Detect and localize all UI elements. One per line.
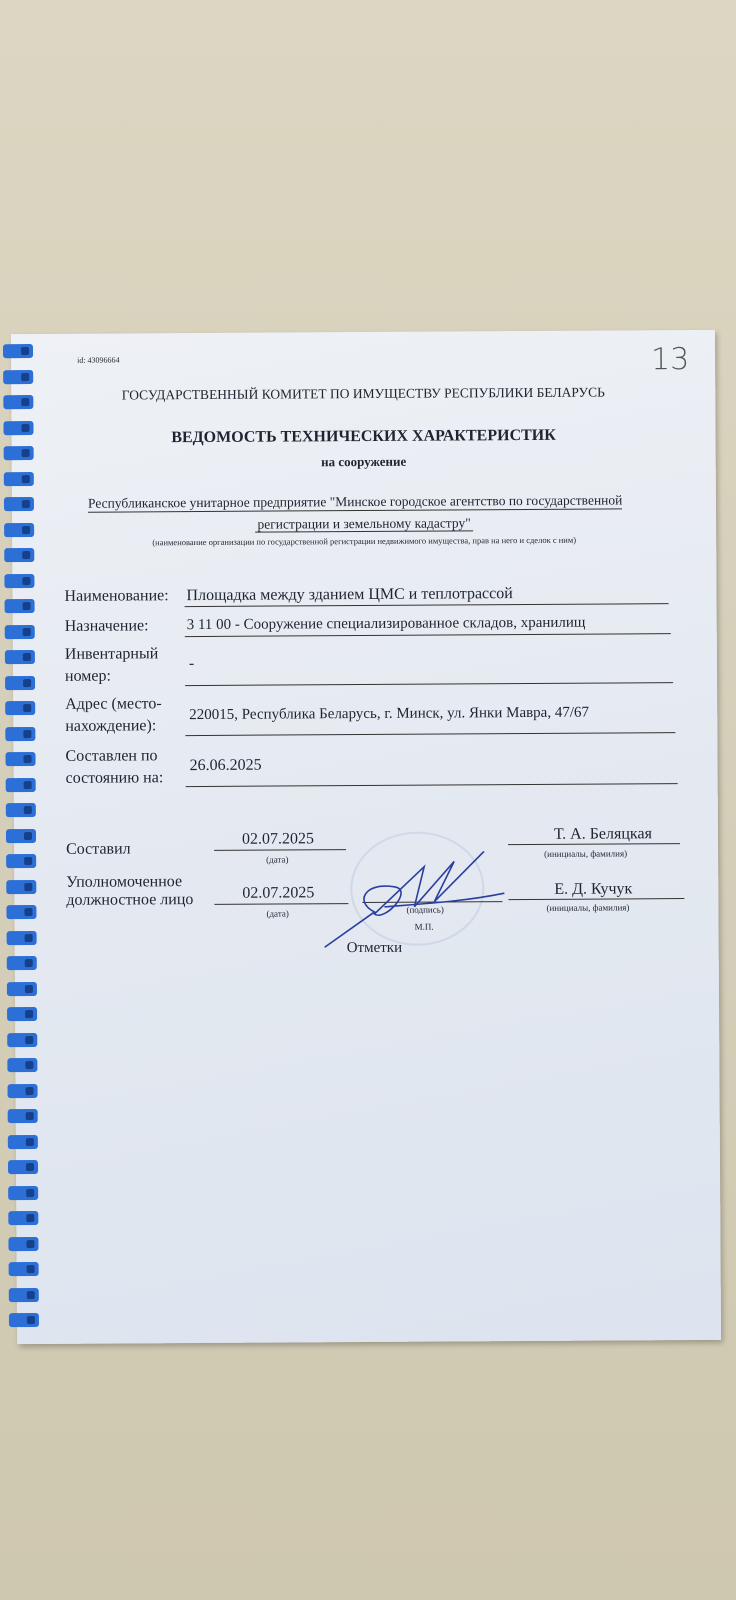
official-label-l1: Уполномоченное (66, 873, 183, 891)
name-caption: (инициалы, фамилия) (544, 848, 628, 859)
binding-ring (7, 1058, 37, 1072)
binding-ring (5, 676, 35, 690)
field-label-address-l1: Адрес (место- (65, 695, 162, 713)
binding-ring (4, 574, 34, 588)
field-value-purpose: 3 11 00 - Сооружение специализированное складов, хранилищ (186, 614, 586, 634)
compiled-date: 02.07.2025 (241, 830, 315, 848)
binding-ring (6, 854, 36, 868)
field-underline (186, 783, 678, 787)
binding-ring (3, 344, 33, 358)
binding-ring (8, 1186, 38, 1200)
field-value-address: 220015, Республика Беларусь, г. Минск, ул. Янки Мавра, 47/67 (189, 704, 590, 724)
official-date: 02.07.2025 (242, 884, 315, 902)
field-value-inventory: - (188, 655, 195, 673)
binding-ring (6, 905, 36, 919)
compiled-label: Составил (66, 840, 131, 858)
binding-ring (8, 1135, 38, 1149)
binding-ring (7, 1007, 37, 1021)
binding-ring (7, 1033, 37, 1047)
binding-ring (5, 701, 35, 715)
field-underline (185, 633, 671, 637)
field-label-date-l1: Составлен по (65, 747, 158, 765)
binding-ring (7, 956, 37, 970)
field-underline (185, 682, 673, 686)
document-page (11, 330, 721, 1344)
name-underline (508, 843, 680, 845)
binding-ring (8, 1084, 38, 1098)
page-title: ВЕДОМОСТЬ ТЕХНИЧЕСКИХ ХАРАКТЕРИСТИК (171, 426, 556, 447)
binding-ring (3, 370, 33, 384)
field-label-inventory-l2: номер: (64, 667, 112, 685)
field-label-name: Наименование: (64, 587, 169, 605)
binding-ring (8, 1109, 38, 1123)
spiral-binding (11, 330, 715, 334)
name-underline (508, 898, 684, 900)
binding-ring (5, 752, 35, 766)
org-caption: (наименование организации по государственной регистрации недвижимого имущества, прав на него и сделок с ним) (152, 534, 577, 548)
field-value-name: Площадка между зданием ЦМС и теплотрассой (186, 585, 513, 605)
date-caption: (дата) (266, 908, 289, 919)
binding-ring (5, 599, 35, 613)
binding-ring (5, 727, 35, 741)
binding-ring (6, 880, 36, 894)
binding-ring (4, 472, 34, 486)
org-name-line2 (12, 514, 716, 534)
binding-ring (9, 1262, 39, 1276)
binding-ring (4, 548, 34, 562)
handwritten-signature (314, 851, 515, 952)
date-caption: (дата) (266, 854, 289, 865)
official-name: Е. Д. Кучук (554, 880, 633, 898)
binding-ring (9, 1288, 39, 1302)
binding-ring (6, 803, 36, 817)
binding-ring (8, 1211, 38, 1225)
binding-ring (5, 650, 35, 664)
field-label-inventory-l1: Инвентарный (64, 645, 159, 663)
official-label-l2: должностное лицо (66, 891, 194, 909)
seal-caption: М.П. (414, 921, 434, 932)
binding-ring (8, 1237, 38, 1251)
field-label-purpose: Назначение: (64, 617, 149, 635)
field-label-date-l2: состоянию на: (65, 769, 164, 787)
page-subtitle: на сооружение (321, 453, 407, 470)
binding-ring (6, 829, 36, 843)
org-name-line1: Республиканское унитарное предприятие "Минское городское агентство по государственной (87, 492, 623, 511)
signature-caption: (подпись) (406, 904, 444, 915)
org-name-line2-text: регистрации и земельному кадастру" (255, 515, 472, 532)
name-caption: (инициалы, фамилия) (546, 902, 630, 913)
binding-ring (7, 931, 37, 945)
field-underline (185, 732, 675, 736)
binding-ring (8, 1160, 38, 1174)
committee-heading: ГОСУДАРСТВЕННЫЙ КОМИТЕТ ПО ИМУЩЕСТВУ РЕСПУБЛИКИ БЕЛАРУСЬ (121, 384, 605, 403)
field-label-address-l2: нахождение): (65, 717, 157, 735)
binding-ring (5, 625, 35, 639)
field-value-date: 26.06.2025 (189, 756, 262, 775)
handwritten-page-number: 13 (650, 342, 690, 378)
document-id: id: 43096664 (77, 355, 120, 365)
binding-ring (9, 1313, 39, 1327)
notes-heading: Отметки (346, 939, 403, 957)
binding-ring (6, 778, 36, 792)
binding-ring (4, 497, 34, 511)
compiled-name: Т. А. Беляцкая (553, 825, 652, 843)
date-underline (214, 849, 346, 851)
binding-ring (7, 982, 37, 996)
